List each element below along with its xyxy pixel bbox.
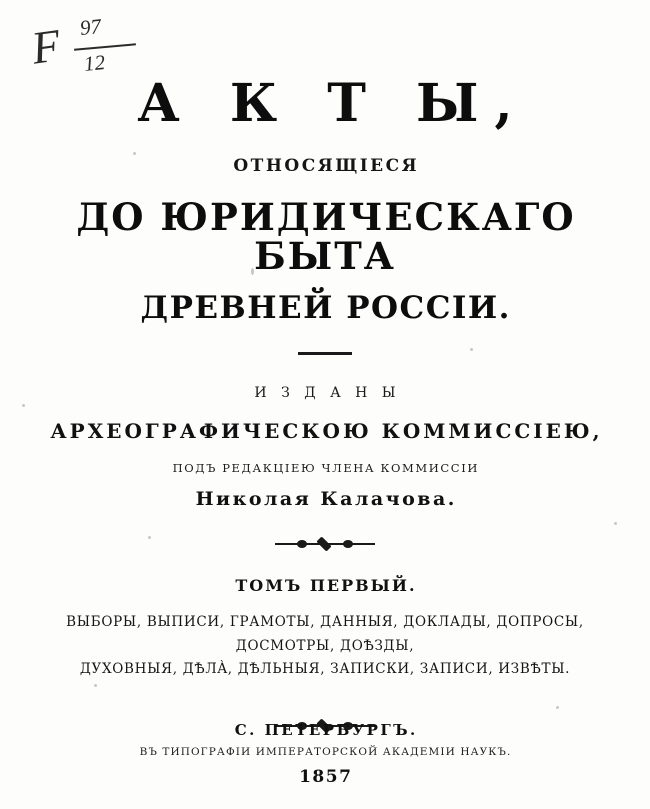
printing-house: ВЪ ТИПОГРАФІИ ИМПЕРАТОРСКОЙ АКАДЕМІИ НАУКЪ. bbox=[139, 746, 512, 758]
contents-line-2: ДУХОВНЫЯ, ДѢЛÀ, ДѢЛЬНЫЯ, ЗАПИСКИ, ЗАПИСИ, ИЗВѢТЫ. bbox=[79, 661, 571, 678]
publisher-name: АРХЕОГРАФИЧЕСКОЮ КОММИССІЕЮ, bbox=[50, 419, 603, 444]
publication-city: С. ПЕТЕРБУРГЪ. bbox=[234, 721, 418, 739]
page-title: А К Т Ы, bbox=[137, 73, 529, 134]
shelfmark-numerator: 97 bbox=[78, 13, 103, 41]
ornament-diamond bbox=[316, 537, 331, 552]
title-subline: ОТНОСЯЩІЕСЯ bbox=[233, 156, 420, 176]
ornament-left-lobe bbox=[297, 540, 307, 548]
contents-summary bbox=[55, 611, 595, 682]
publication-year: 1857 bbox=[299, 767, 353, 787]
editor-name: Николая Калачова. bbox=[195, 488, 457, 511]
shelfmark-denominator: 12 bbox=[82, 49, 107, 77]
published-by-label: И З Д А Н Ы bbox=[254, 385, 401, 402]
editor-label: ПОДЪ РЕДАКЦІЕЮ ЧЛЕНА КОММИССІИ bbox=[172, 461, 479, 476]
ornament-right-lobe bbox=[343, 540, 353, 548]
divider-rule bbox=[298, 352, 352, 355]
shelfmark-letter: F bbox=[28, 19, 64, 74]
volume-label: ТОМЪ ПЕРВЫЙ. bbox=[235, 576, 417, 596]
ornament-divider bbox=[275, 536, 375, 552]
imprint bbox=[0, 721, 650, 787]
title-line-3: ДРЕВНЕЙ РОССІИ. bbox=[140, 289, 511, 326]
title-line-2: ДО ЮРИДИЧЕСКАГО БЫТА bbox=[76, 195, 576, 278]
contents-line-1: ВЫБОРЫ, ВЫПИСИ, ГРАМОТЫ, ДАННЫЯ, ДОКЛАДЫ, ДОПРОСЫ, ДОСМОТРЫ, ДОѢЗДЫ, bbox=[66, 614, 584, 654]
